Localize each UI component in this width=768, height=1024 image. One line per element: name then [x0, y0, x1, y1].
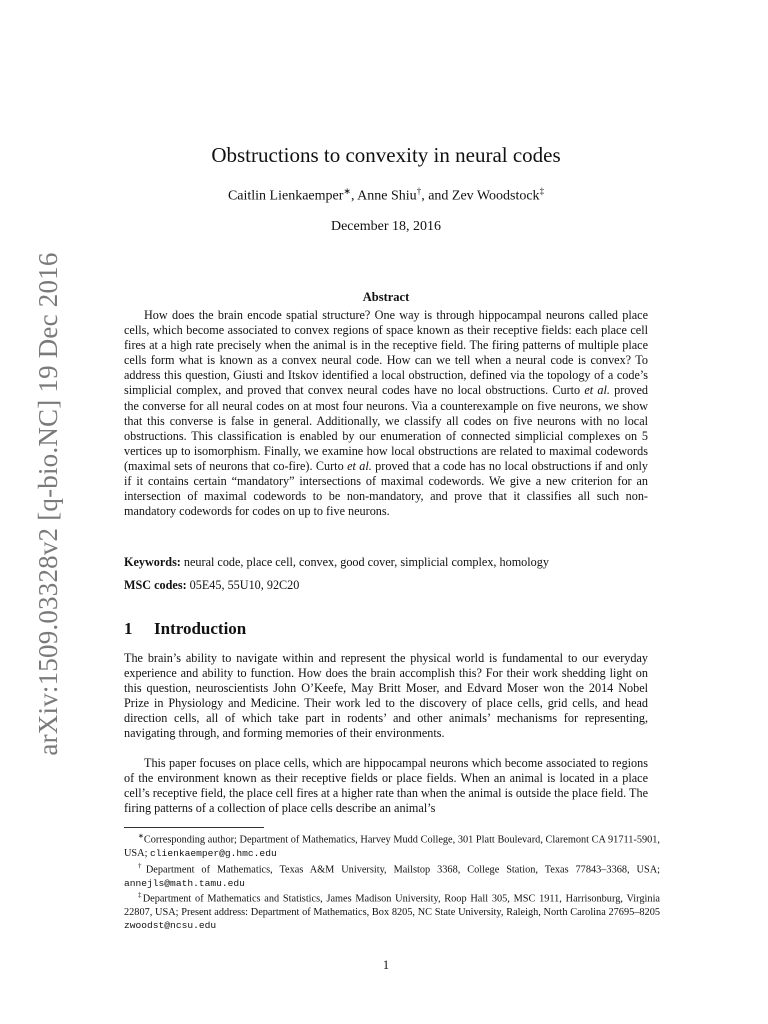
msc-codes-line — [124, 578, 648, 593]
abstract-body — [124, 308, 648, 519]
section-title: Introduction — [154, 619, 247, 638]
abstract-text: How does the brain encode spatial structure? One way is through hippocampal neurons called place cells, which become associated to convex regions of space known as their receptive fields: each place cell fires at a high rate precisely when the animal is in the receptive field. The firing patterns of multiple place cells form what is known as a convex neural code. How can we tell when a neural code is convex? To address this question, Giusti and Itskov identified a local obstruction, defined via the topology of a code’s simplicial complex, and proved that convex neural codes have no local obstructions. Curto — [124, 308, 648, 398]
footnote-text: Department of Mathematics, Texas A&M University, Mailstop 3368, College Station, Texas 77843–3368, USA; — [145, 864, 660, 876]
footnote-1 — [124, 830, 660, 860]
footnote-text: Corresponding author; Department of Mathematics, Harvey Mudd College, 301 Platt Boulevard, Claremont CA 91711-5901, USA; — [124, 834, 660, 859]
keywords-label: Keywords: — [124, 555, 181, 569]
publication-date: December 18, 2016 — [330, 219, 442, 234]
footnote-marker: ∗ — [138, 832, 144, 840]
intro-paragraph-1: The brain’s ability to navigate within and represent the physical world is fundamental to our everyday experience and ability to function. How does the brain accomplish this? For their work shedding light on this question, neuroscientists John O’Keefe, May Britt Moser, and Edvard Moser won the 2014 Nobel Prize in Physiology and Medicine. Their work led to the discovery of place cells, grid cells, and head direction cells, all of which take part in rodents’ and other animals’ mechanisms for representing, navigating through, and forming memories of their environments. — [124, 651, 648, 741]
msc-label: MSC codes: — [124, 578, 187, 592]
footnote-marker: † — [138, 862, 146, 870]
email-link[interactable]: clienkaemper@g.hmc.edu — [150, 847, 277, 859]
author-name: Caitlin Lienkaemper — [227, 188, 344, 204]
et-al: et al. — [347, 458, 372, 473]
intro-paragraph-2: This paper focuses on place cells, which are hippocampal neurons which become associated to regions of the environment known as their receptive fields or place fields. When an animal is located in a place cell’s receptive field, the place cell fires at a higher rate than when the animal is outside the place field. The firing patterns of a collection of place cells describe an animal’s — [124, 756, 648, 816]
abstract-text: proved that a code has no local obstructions if and only if it contains certain “mandatory” intersections of maximal codewords. We give a new criterion for an intersection of maximal codewords to be non-mandatory, and prove that it classifies all such non-mandatory codewords for codes on up to five neurons. — [124, 458, 648, 519]
abstract-text: proved the converse for all neural codes on at most four neurons. Via a counterexample on five neurons, we show that this converse is false in general. Additionally, we classify all codes on five neurons with no local obstructions. This classification is enabled by our enumeration of connected simplicial complexes on 5 vertices up to isomorphism. Finally, we examine how local obstructions are related to maximal codewords (maximal sets of neurons that co-fire). Curto — [124, 383, 648, 473]
paper-title: Obstructions to convexity in neural codes — [211, 143, 561, 167]
author-name: , Anne Shiu — [350, 188, 417, 204]
footnote-marker[interactable]: † — [416, 186, 422, 196]
arxiv-identifier-stamp: arXiv:1509.03328v2 [q-bio.NC] 19 Dec 2016 — [33, 252, 63, 756]
footnote-marker[interactable]: ∗ — [343, 186, 351, 196]
msc-text: 05E45, 55U10, 92C20 — [186, 578, 300, 592]
keywords-line — [124, 555, 648, 570]
footnote-3 — [124, 889, 660, 933]
footnote-marker[interactable]: ‡ — [539, 186, 545, 196]
footnote-rule — [124, 827, 264, 828]
footnote-marker: ‡ — [138, 891, 143, 899]
email-link[interactable]: annejls@math.tamu.edu — [124, 877, 245, 889]
section-number: 1 — [124, 619, 133, 638]
keywords-text: neural code, place cell, convex, good cover, simplicial complex, homology — [180, 555, 549, 569]
et-al: et al. — [584, 383, 610, 398]
footnote-text: Department of Mathematics and Statistics, James Madison University, Roop Hall 305, MSC 1911, Harrisonburg, Virginia 22807, USA; Present address: Department of Mathematics, Box 8205, NC State University, Raleigh, North Carolina 27695–8205 — [124, 893, 661, 918]
author-list — [124, 186, 648, 205]
abstract-heading: Abstract — [362, 290, 410, 304]
section-heading — [124, 619, 246, 639]
page-number: 1 — [382, 958, 390, 972]
email-link[interactable]: zwoodst@ncsu.edu — [124, 920, 217, 932]
author-name: , and Zev Woodstock — [421, 188, 540, 204]
footnote-2 — [124, 860, 660, 890]
